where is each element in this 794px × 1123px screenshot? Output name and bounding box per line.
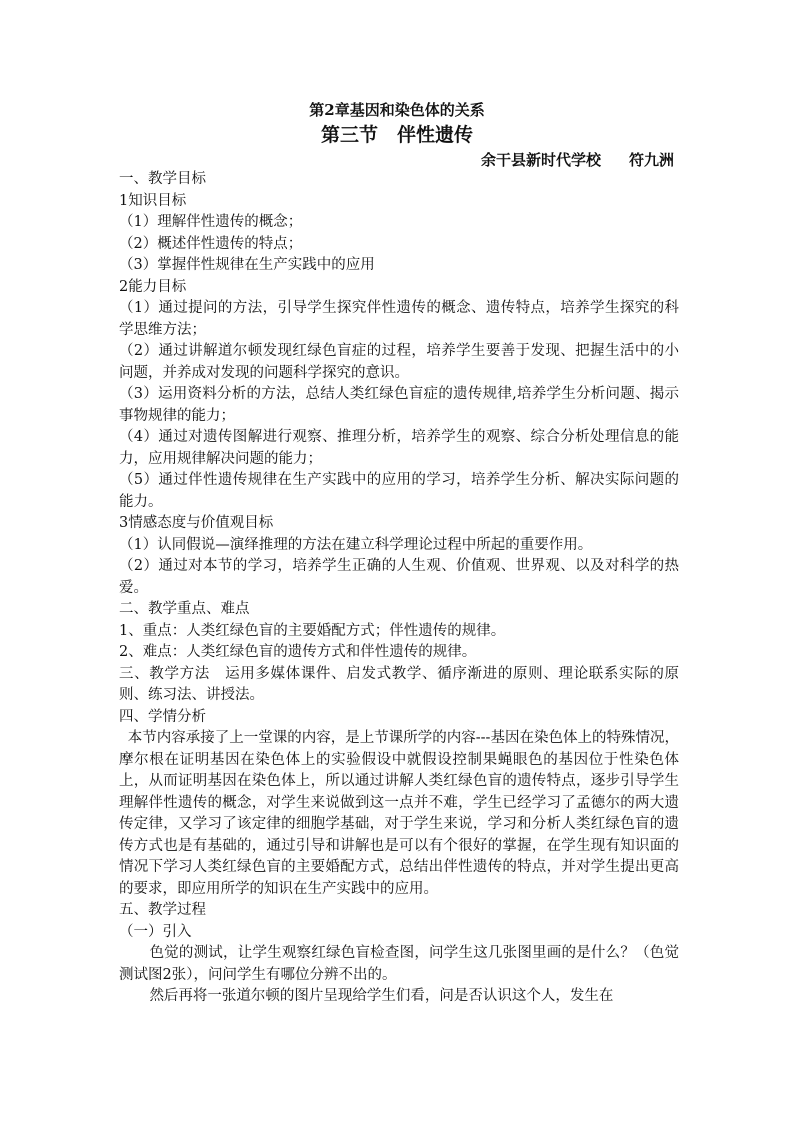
ability-goal-item: （5）通过伴性遗传规律在生产实践中的应用的学习，培养学生分析、解决实际问题的能力。: [119, 472, 679, 510]
ability-goal-item: （4）通过对遗传图解进行观察、推理分析，培养学生的观察、综合分析处理信息的能力，应用规律解决问题的能力；: [119, 429, 679, 467]
document-body: [119, 169, 679, 1008]
attitude-goal-item: （2）通过对本节的学习，培养学生正确的人生观、价值观、世界观、以及对科学的热爱。: [119, 558, 679, 596]
subheading-attitude-goals: 3情感态度与价值观目标: [119, 515, 274, 531]
ability-goal-item: （2）通过讲解道尔顿发现红绿色盲症的过程，培养学生要善于发现、把握生活中的小问题，并养成对发现的问题科学探究的意识。: [119, 343, 679, 381]
teacher-name: 符九洲: [628, 151, 674, 169]
subheading-introduction: （一）引入: [119, 923, 192, 940]
ability-goal-item: （1）通过提问的方法，引导学生探究伴性遗传的概念、遗传特点，培养学生探究的科学思维方法；: [119, 300, 679, 338]
heading-key-points: 二、教学重点、难点: [119, 601, 250, 617]
introduction-paragraph: 然后再将一张道尔顿的图片呈现给学生们看，问是否认识这个人，发生在: [149, 988, 614, 1004]
knowledge-goal-item: （1）理解伴性遗传的概念；: [119, 214, 303, 230]
difficulty-item: 2、难点：人类红绿色盲的遗传方式和伴性遗传的规律。: [119, 644, 477, 660]
introduction-paragraph: 色觉的测试，让学生观察红绿色盲检查图，问学生这几张图里画的是什么？（色觉测试图2张），问问学生有哪位分辨不出的。: [119, 945, 679, 983]
subheading-ability-goals: 2能力目标: [119, 278, 187, 295]
key-point-item: 1、重点：人类红绿色盲的主要婚配方式；伴性遗传的规律。: [119, 622, 506, 639]
teaching-methods-paragraph: 三、教学方法 运用多媒体课件、启发式教学、循序渐进的原则、理论联系实际的原则、练习法、讲授法。: [119, 665, 679, 703]
heading-student-analysis: 四、学情分析: [119, 708, 206, 725]
ability-goal-item: （3）运用资料分析的方法，总结人类红绿色盲症的遗传规律,培养学生分析问题、揭示事物规律的能力；: [119, 386, 679, 424]
heading-teaching-goals: 一、教学目标: [119, 171, 206, 187]
chapter-title: 第2章基因和染色体的关系: [309, 101, 485, 119]
student-analysis-paragraph: 本节内容承接了上一堂课的内容，是上节课所学的内容---基因在染色体上的特殊情况，摩尔根在证明基因在染色体上的实验假设中就假设控制果蝇眼色的基因位于性染色体上，从而证明基因在染色体上，所以通过讲解人类红绿色盲的遗传特点，逐步引导学生理解伴性遗传的概念，对学生来说做到这一点并不难，学生已经学习了孟德尔的两大遗传定律，又学习了该定律的细胞学基础，对于学生来说，学习和分析人类红绿色盲的遗传方式也是有基础的，通过引导和讲解也是可以有个很好的掌握，在学生现有知识面的情况下学习人类红绿色盲的主要婚配方式，总结出伴性遗传的特点，并对学生提出更高的要求，即应用所学的知识在生产实践中的应用。: [119, 730, 679, 897]
author-line: [481, 150, 674, 170]
attitude-goal-item: （1）认同假说—演绎推理的方法在建立科学理论过程中所起的重要作用。: [119, 536, 593, 553]
knowledge-goal-item: （2）概述伴性遗传的特点；: [119, 235, 303, 252]
subheading-knowledge-goals: 1知识目标: [119, 192, 187, 209]
knowledge-goal-item: （3）掌握伴性规律在生产实践中的应用: [119, 257, 375, 273]
section-title: 第三节 伴性遗传: [320, 124, 473, 146]
heading-teaching-process: 五、教学过程: [119, 902, 206, 918]
school-name: 余干县新时代学校: [480, 151, 601, 169]
